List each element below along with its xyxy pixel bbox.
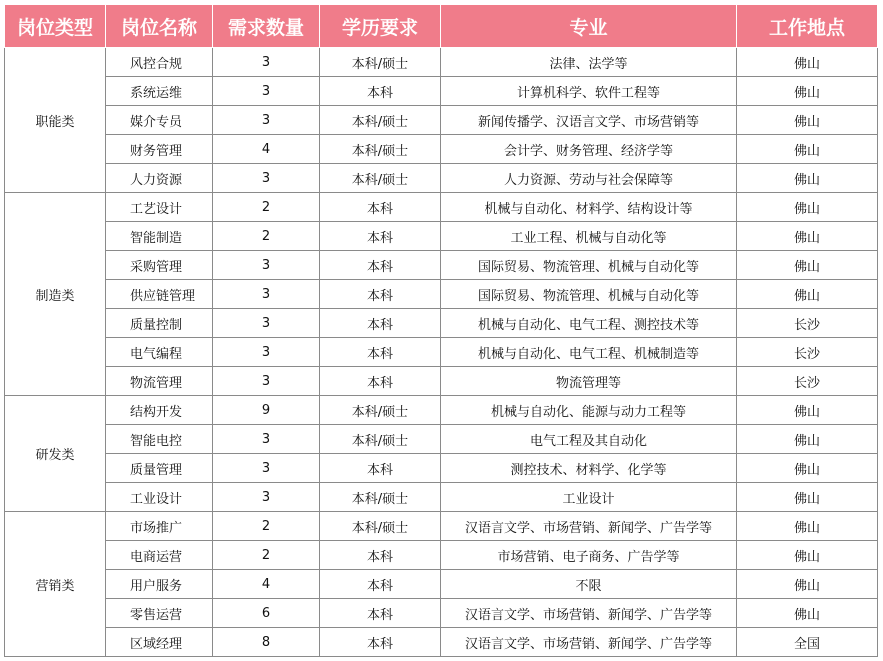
table-row [5,570,878,599]
position-name-cell: 市场推广 [106,512,213,541]
position-name-cell: 结构开发 [106,396,213,425]
table-row [5,425,878,454]
table-row [5,222,878,251]
major-cell: 机械与自动化、电气工程、测控技术等 [441,309,737,338]
count-cell: 3 [213,280,320,309]
header-education: 学历要求 [320,5,441,48]
count-cell: 2 [213,512,320,541]
position-name-cell: 零售运营 [106,599,213,628]
major-cell: 机械与自动化、电气工程、机械制造等 [441,338,737,367]
position-name-cell: 供应链管理 [106,280,213,309]
position-name-cell: 工业设计 [106,483,213,512]
table-row [5,367,878,396]
table-row [5,338,878,367]
major-cell: 国际贸易、物流管理、机械与自动化等 [441,251,737,280]
position-name-cell: 质量管理 [106,454,213,483]
count-cell: 4 [213,135,320,164]
education-cell: 本科 [320,628,441,657]
education-cell: 本科 [320,222,441,251]
position-name-cell: 媒介专员 [106,106,213,135]
education-cell: 本科 [320,454,441,483]
location-cell: 佛山 [737,164,878,193]
major-cell: 会计学、财务管理、经济学等 [441,135,737,164]
major-cell: 工业工程、机械与自动化等 [441,222,737,251]
location-cell: 佛山 [737,193,878,222]
count-cell: 3 [213,251,320,280]
table-row [5,77,878,106]
position-name-cell: 电气编程 [106,338,213,367]
education-cell: 本科 [320,338,441,367]
table-row [5,251,878,280]
major-cell: 计算机科学、软件工程等 [441,77,737,106]
major-cell: 汉语言文学、市场营销、新闻学、广告学等 [441,628,737,657]
major-cell: 人力资源、劳动与社会保障等 [441,164,737,193]
location-cell: 佛山 [737,599,878,628]
location-cell: 佛山 [737,251,878,280]
table-row [5,396,878,425]
table-row [5,193,878,222]
header-count: 需求数量 [213,5,320,48]
table-row [5,599,878,628]
education-cell: 本科/硕士 [320,512,441,541]
table-row [5,309,878,338]
count-cell: 3 [213,367,320,396]
position-name-cell: 风控合规 [106,48,213,77]
major-cell: 国际贸易、物流管理、机械与自动化等 [441,280,737,309]
major-cell: 法律、法学等 [441,48,737,77]
education-cell: 本科/硕士 [320,396,441,425]
table-row [5,48,878,77]
education-cell: 本科/硕士 [320,48,441,77]
table-row [5,512,878,541]
job-table [4,4,878,657]
location-cell: 佛山 [737,512,878,541]
education-cell: 本科/硕士 [320,135,441,164]
count-cell: 3 [213,425,320,454]
count-cell: 3 [213,77,320,106]
location-cell: 佛山 [737,77,878,106]
location-cell: 佛山 [737,48,878,77]
major-cell: 电气工程及其自动化 [441,425,737,454]
education-cell: 本科 [320,77,441,106]
education-cell: 本科/硕士 [320,483,441,512]
major-cell: 机械与自动化、材料学、结构设计等 [441,193,737,222]
major-cell: 物流管理等 [441,367,737,396]
table-row [5,541,878,570]
location-cell: 佛山 [737,106,878,135]
major-cell: 新闻传播学、汉语言文学、市场营销等 [441,106,737,135]
count-cell: 6 [213,599,320,628]
table-row [5,483,878,512]
count-cell: 2 [213,222,320,251]
education-cell: 本科 [320,280,441,309]
count-cell: 3 [213,483,320,512]
position-name-cell: 智能电控 [106,425,213,454]
category-cell: 职能类 [5,48,106,193]
table-row [5,280,878,309]
location-cell: 佛山 [737,541,878,570]
education-cell: 本科 [320,309,441,338]
location-cell: 长沙 [737,367,878,396]
education-cell: 本科 [320,570,441,599]
header-location: 工作地点 [737,5,878,48]
position-name-cell: 区域经理 [106,628,213,657]
table-row [5,106,878,135]
education-cell: 本科/硕士 [320,164,441,193]
major-cell: 测控技术、材料学、化学等 [441,454,737,483]
position-name-cell: 电商运营 [106,541,213,570]
header-row [5,5,878,48]
major-cell: 市场营销、电子商务、广告学等 [441,541,737,570]
location-cell: 全国 [737,628,878,657]
location-cell: 佛山 [737,454,878,483]
count-cell: 3 [213,309,320,338]
header-major: 专业 [441,5,737,48]
major-cell: 汉语言文学、市场营销、新闻学、广告学等 [441,599,737,628]
location-cell: 佛山 [737,483,878,512]
count-cell: 4 [213,570,320,599]
count-cell: 3 [213,454,320,483]
education-cell: 本科 [320,251,441,280]
table-row [5,628,878,657]
category-cell: 营销类 [5,512,106,657]
major-cell: 工业设计 [441,483,737,512]
location-cell: 佛山 [737,280,878,309]
location-cell: 长沙 [737,309,878,338]
count-cell: 8 [213,628,320,657]
location-cell: 长沙 [737,338,878,367]
position-name-cell: 物流管理 [106,367,213,396]
header-position: 岗位名称 [106,5,213,48]
count-cell: 3 [213,106,320,135]
education-cell: 本科/硕士 [320,425,441,454]
education-cell: 本科/硕士 [320,106,441,135]
job-table-body [5,48,878,657]
count-cell: 3 [213,338,320,367]
count-cell: 2 [213,193,320,222]
location-cell: 佛山 [737,425,878,454]
count-cell: 3 [213,48,320,77]
location-cell: 佛山 [737,570,878,599]
position-name-cell: 系统运维 [106,77,213,106]
count-cell: 3 [213,164,320,193]
position-name-cell: 采购管理 [106,251,213,280]
table-row [5,454,878,483]
count-cell: 2 [213,541,320,570]
header-category: 岗位类型 [5,5,106,48]
education-cell: 本科 [320,541,441,570]
category-cell: 制造类 [5,193,106,396]
major-cell: 汉语言文学、市场营销、新闻学、广告学等 [441,512,737,541]
location-cell: 佛山 [737,222,878,251]
education-cell: 本科 [320,599,441,628]
major-cell: 机械与自动化、能源与动力工程等 [441,396,737,425]
position-name-cell: 财务管理 [106,135,213,164]
education-cell: 本科 [320,367,441,396]
table-row [5,135,878,164]
position-name-cell: 用户服务 [106,570,213,599]
position-name-cell: 工艺设计 [106,193,213,222]
position-name-cell: 智能制造 [106,222,213,251]
position-name-cell: 人力资源 [106,164,213,193]
category-cell: 研发类 [5,396,106,512]
position-name-cell: 质量控制 [106,309,213,338]
count-cell: 9 [213,396,320,425]
education-cell: 本科 [320,193,441,222]
location-cell: 佛山 [737,135,878,164]
location-cell: 佛山 [737,396,878,425]
major-cell: 不限 [441,570,737,599]
table-row [5,164,878,193]
